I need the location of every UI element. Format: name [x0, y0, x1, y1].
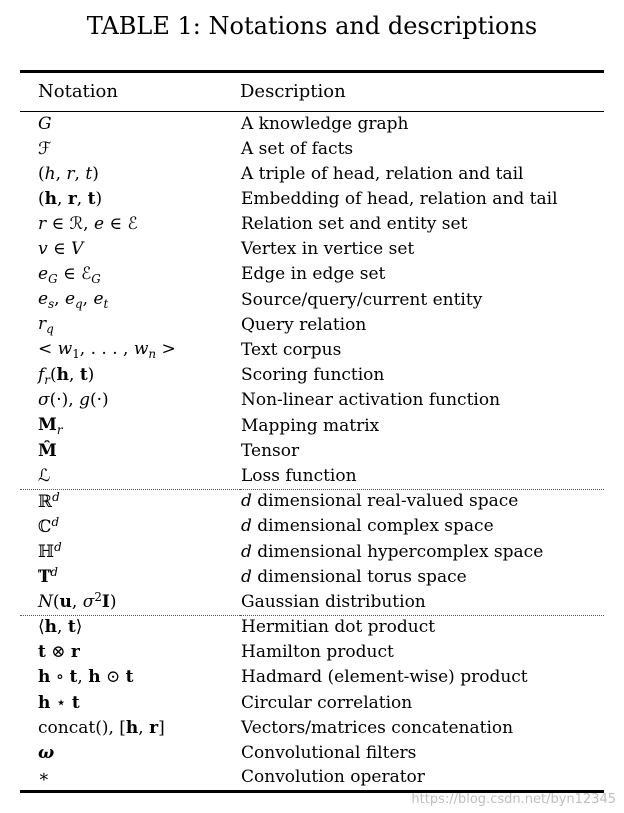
math-segment: t [71, 692, 80, 713]
description-cell [240, 338, 604, 363]
notation-cell [20, 363, 240, 388]
math-segment: ℒ [38, 465, 51, 486]
math-segment: dimensional torus space [251, 566, 467, 587]
notation-cell [20, 137, 240, 162]
notation-cell [20, 666, 240, 691]
math-segment: N [38, 592, 53, 613]
math-segment: , [74, 163, 86, 184]
watermark: https://blog.csdn.net/byn12345 [411, 792, 616, 807]
math-segment: ℍ [38, 541, 55, 562]
math-segment: A triple of head, relation and tail [241, 163, 524, 184]
math-segment: t [87, 188, 96, 209]
math-segment: T T [38, 568, 49, 588]
math-segment: ⊙ [100, 667, 126, 688]
math-segment: u [59, 592, 72, 613]
math-segment: h [44, 163, 56, 184]
description-cell [240, 716, 604, 741]
math-segment: ∈ [57, 263, 81, 284]
math-segment: ⋆ [50, 692, 72, 713]
notation-cell [20, 237, 240, 262]
math-segment: M̂ [38, 440, 57, 461]
math-segment: A knowledge graph [241, 113, 409, 134]
math-segment: t [69, 667, 78, 688]
math-segment: Vertex in vertice set [241, 239, 415, 260]
math-segment: I [101, 592, 110, 613]
math-segment: Edge in edge set [241, 264, 386, 285]
math-segment: Convolutional filters [241, 743, 417, 763]
math-segment: , . . . , [79, 339, 134, 360]
table-row [20, 515, 604, 540]
math-segment: r [56, 422, 63, 437]
math-segment: , [138, 717, 150, 738]
math-segment: Relation set and entity set [241, 214, 468, 235]
math-segment: g [79, 390, 90, 411]
table-row [20, 137, 604, 162]
math-segment: d [241, 516, 252, 537]
math-segment: ) [92, 163, 99, 184]
math-segment: w [133, 339, 149, 360]
math-segment: ] [158, 717, 165, 738]
table-row [20, 741, 604, 766]
math-segment: ℰ [127, 214, 138, 235]
math-segment: t [67, 617, 76, 638]
table-row [20, 590, 604, 615]
math-segment: ∈ [46, 214, 70, 235]
math-segment: ω [38, 743, 55, 763]
table-section-0 [20, 112, 604, 490]
math-segment: ⊗ [45, 642, 71, 663]
description-cell [240, 237, 604, 262]
math-segment: Convolution operator [241, 767, 425, 788]
description-cell [240, 640, 604, 665]
notation-cell [20, 565, 240, 590]
math-segment: , [83, 214, 94, 235]
table-row [20, 691, 604, 716]
table-row [20, 666, 604, 691]
math-segment: Hermitian dot product [241, 617, 436, 638]
math-segment: ∗ [38, 767, 50, 788]
description-cell [240, 590, 604, 615]
description-cell [240, 389, 604, 414]
table-row [20, 288, 604, 313]
description-cell [240, 489, 604, 514]
math-segment: Query relation [241, 314, 367, 335]
description-cell [240, 112, 604, 137]
math-segment: , [54, 289, 65, 310]
notations-table [20, 70, 604, 793]
notation-cell [20, 112, 240, 137]
math-segment: d [51, 514, 60, 529]
math-segment: r [149, 717, 159, 738]
table-section-1 [20, 489, 604, 615]
math-segment: A set of facts [241, 138, 354, 159]
math-segment: σ [38, 390, 50, 411]
math-segment: , [76, 188, 88, 209]
table-row [20, 263, 604, 288]
math-segment: d [50, 565, 58, 580]
math-segment: r [44, 372, 50, 387]
math-segment: h [38, 692, 51, 713]
math-segment: t [125, 667, 134, 688]
math-segment: dimensional hypercomplex space [251, 541, 544, 562]
math-segment: t [38, 642, 46, 663]
math-segment: ∈ [104, 214, 128, 235]
math-segment: , [77, 667, 89, 688]
math-segment: r [38, 314, 47, 335]
math-segment: ) [109, 592, 117, 613]
math-segment: e [93, 289, 104, 310]
math-segment: Tensor [241, 440, 300, 461]
notation-cell [20, 162, 240, 187]
math-segment: h [88, 667, 101, 688]
math-segment: h [125, 717, 139, 738]
description-cell [240, 288, 604, 313]
math-segment: , [57, 188, 68, 209]
math-segment: d [54, 540, 62, 555]
math-segment: ∈ [47, 239, 72, 260]
math-segment: ) [87, 364, 95, 385]
math-segment: ℛ [69, 214, 84, 235]
math-segment: Source/query/current entity [241, 289, 483, 310]
math-segment: ( [38, 188, 45, 209]
notation-cell [20, 464, 240, 489]
notation-cell [20, 389, 240, 414]
table-row [20, 766, 604, 791]
notation-cell [20, 263, 240, 288]
math-segment: 2 [94, 590, 102, 605]
math-segment: ⟩ [75, 617, 83, 638]
page-title: TABLE 1: Notations and descriptions [86, 12, 538, 40]
math-segment: , [82, 289, 94, 310]
math-segment: e [64, 289, 76, 310]
math-segment: d [241, 491, 252, 512]
table-row [20, 237, 604, 262]
notation-cell [20, 590, 240, 615]
notation-cell [20, 515, 240, 540]
notation-cell [20, 187, 240, 212]
math-segment: 1 [72, 347, 80, 362]
table-row [20, 389, 604, 414]
math-segment: Scoring function [241, 365, 385, 386]
math-segment: G [91, 271, 101, 286]
math-segment: ) [95, 188, 103, 209]
notation-cell [20, 414, 240, 439]
description-cell [240, 263, 604, 288]
math-segment: h [44, 617, 58, 638]
math-segment: Circular correlation [241, 692, 413, 713]
math-segment: d [52, 489, 60, 504]
table-row [20, 187, 604, 212]
math-segment: Hadmard (element-wise) product [241, 667, 528, 688]
math-segment: Loss function [241, 465, 357, 486]
math-segment: v [38, 239, 48, 260]
notation-cell [20, 640, 240, 665]
math-segment: ⟨ [38, 617, 45, 638]
table-row [20, 162, 604, 187]
table-row [20, 313, 604, 338]
math-segment: w [57, 339, 73, 360]
math-segment: r [66, 163, 75, 184]
notation-cell [20, 439, 240, 464]
description-cell [240, 212, 604, 237]
table-row [20, 338, 604, 363]
math-segment: h [56, 364, 69, 385]
math-segment: ( [49, 364, 57, 385]
description-cell [240, 363, 604, 388]
math-segment: r [38, 214, 47, 235]
math-segment: M [38, 414, 57, 435]
description-cell [240, 766, 604, 791]
math-segment: , [57, 617, 68, 638]
table-row [20, 615, 604, 640]
description-cell [240, 162, 604, 187]
math-segment: Gaussian distribution [241, 591, 426, 612]
notation-cell [20, 691, 240, 716]
math-segment: f [38, 364, 45, 385]
math-segment: ( [38, 163, 45, 184]
math-segment: d [241, 541, 252, 562]
description-cell [240, 666, 604, 691]
math-segment: e [38, 289, 49, 310]
math-segment: < [38, 339, 58, 360]
table-row [20, 464, 604, 489]
description-column-header: Description [240, 72, 604, 112]
math-segment: G [38, 113, 52, 134]
notation-cell [20, 741, 240, 766]
notation-cell [20, 540, 240, 565]
math-segment: dimensional complex space [251, 516, 494, 537]
math-segment: dimensional real-valued space [251, 491, 519, 512]
math-segment: , [71, 592, 83, 613]
math-segment: s [48, 296, 55, 311]
description-cell [240, 741, 604, 766]
math-segment: h [38, 667, 51, 688]
notation-cell [20, 716, 240, 741]
math-segment: ∘ [50, 667, 70, 688]
math-segment: t [79, 364, 88, 385]
math-segment: ( [52, 592, 60, 613]
math-segment: Hamilton product [241, 642, 394, 663]
description-cell [240, 615, 604, 640]
description-cell [240, 187, 604, 212]
math-segment: Non-linear activation function [241, 390, 501, 411]
table-row [20, 489, 604, 514]
math-segment: h [44, 188, 58, 209]
description-cell [240, 540, 604, 565]
table-section-2 [20, 615, 604, 791]
math-segment: , [69, 364, 80, 385]
math-segment: G [48, 271, 58, 286]
math-segment: > [156, 339, 176, 360]
math-segment: ℱ [38, 138, 52, 159]
table-row [20, 540, 604, 565]
math-segment: e [93, 214, 104, 235]
math-segment: r [67, 188, 77, 209]
math-segment: Mapping matrix [241, 415, 380, 436]
table-row [20, 565, 604, 590]
description-cell [240, 313, 604, 338]
table-row [20, 212, 604, 237]
math-segment: ℰ [80, 263, 92, 284]
description-cell [240, 137, 604, 162]
math-segment: ℂ [38, 516, 52, 537]
notation-column-header: Notation [20, 72, 240, 112]
math-segment: Vectors/matrices concatenation [241, 717, 514, 738]
math-segment: V [71, 239, 84, 260]
description-cell [240, 515, 604, 540]
notation-cell [20, 338, 240, 363]
math-segment: (·), [49, 390, 80, 411]
math-segment: (·) [89, 390, 109, 411]
math-segment: σ [82, 592, 95, 613]
description-cell [240, 565, 604, 590]
table-row [20, 716, 604, 741]
math-segment: d [241, 566, 252, 587]
math-segment: ℝ [38, 491, 53, 512]
math-segment: Text corpus [241, 340, 342, 360]
description-cell [240, 414, 604, 439]
math-segment: r [70, 642, 80, 663]
description-cell [240, 691, 604, 716]
math-segment: n [148, 347, 157, 362]
math-segment: q [46, 322, 54, 337]
notation-cell [20, 212, 240, 237]
math-segment: t [85, 163, 93, 184]
table-header [20, 72, 604, 112]
notation-cell [20, 615, 240, 640]
math-segment: Embedding of head, relation and tail [241, 188, 558, 209]
math-segment: concat(), [ [38, 717, 126, 738]
notation-cell [20, 288, 240, 313]
math-segment: t [103, 296, 109, 311]
table-row [20, 363, 604, 388]
table-row [20, 414, 604, 439]
notation-cell [20, 766, 240, 791]
description-cell [240, 439, 604, 464]
math-segment: e [38, 263, 49, 284]
notation-cell [20, 489, 240, 514]
math-segment: , [55, 163, 67, 184]
table-row [20, 640, 604, 665]
table-row [20, 112, 604, 137]
description-cell [240, 464, 604, 489]
math-segment: q [75, 296, 83, 311]
table-row [20, 439, 604, 464]
header-row [20, 72, 604, 112]
notation-cell [20, 313, 240, 338]
